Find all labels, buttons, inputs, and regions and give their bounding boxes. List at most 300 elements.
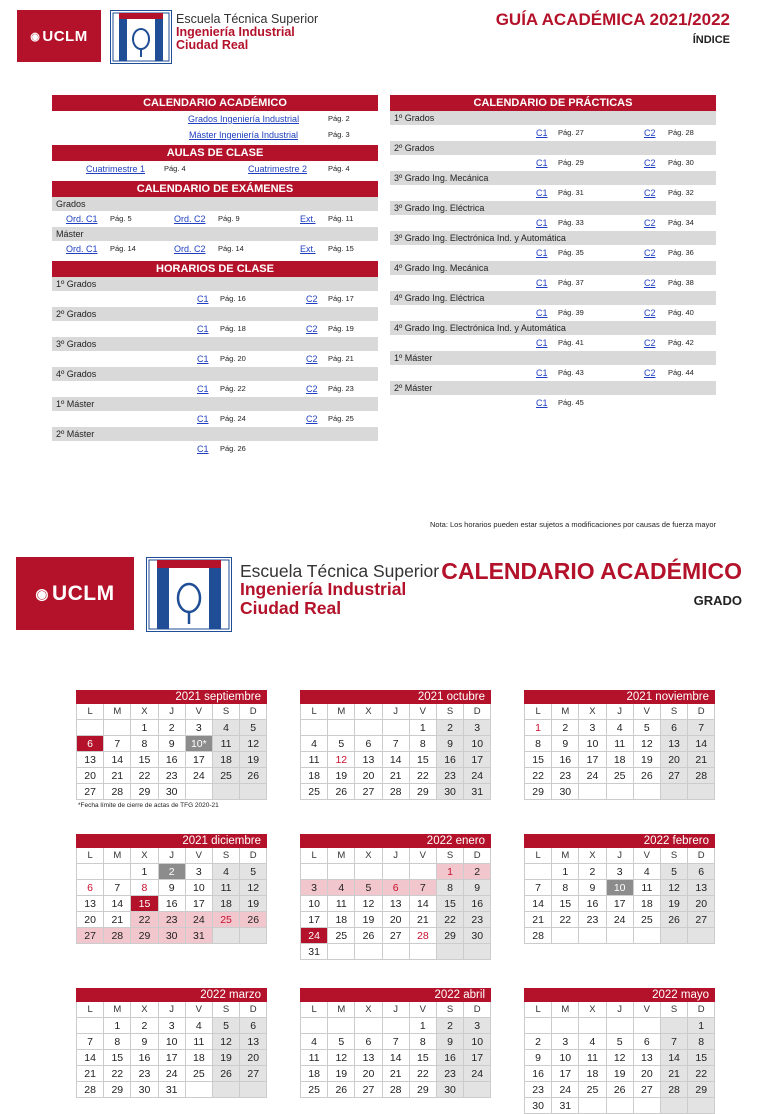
- day-cell: [328, 1018, 355, 1034]
- index-row: [390, 305, 716, 321]
- uclm-logo-icon: ◉: [30, 30, 41, 43]
- day-cell: 4: [301, 736, 328, 752]
- day-cell: 16: [131, 1050, 158, 1066]
- month-days: [300, 704, 550, 800]
- day-cell: 11: [328, 896, 355, 912]
- day-cell: 10: [552, 1050, 579, 1066]
- section-horarios: HORARIOS DE CLASE: [52, 261, 378, 277]
- month-calendar: [300, 690, 550, 800]
- day-cell: 9: [525, 1050, 552, 1066]
- day-cell: 4: [301, 1034, 328, 1050]
- day-cell: 7: [661, 1034, 688, 1050]
- day-cell: 13: [355, 1050, 382, 1066]
- day-cell: 1: [410, 720, 437, 736]
- link-c1[interactable]: C1: [536, 158, 548, 168]
- day-cell: [552, 928, 579, 944]
- day-cell: [213, 784, 240, 800]
- day-cell: 23: [579, 912, 606, 928]
- group-label: 2º Máster: [390, 381, 716, 395]
- day-cell: 8: [131, 736, 158, 752]
- weekday-label: V: [410, 848, 437, 864]
- day-cell: [355, 864, 382, 880]
- footnote: Nota: Los horarios pueden estar sujetos a modificaciones por causas de fuerza mayor: [430, 520, 716, 529]
- day-cell: [240, 784, 267, 800]
- day-cell: 3: [186, 864, 213, 880]
- weekday-label: D: [688, 704, 715, 720]
- day-cell: 13: [634, 1050, 661, 1066]
- day-cell: 5: [355, 880, 382, 896]
- page-number: Pág. 37: [558, 278, 584, 287]
- day-cell: 14: [383, 752, 410, 768]
- day-cell: 26: [328, 1082, 355, 1098]
- link-c1[interactable]: C1: [536, 368, 548, 378]
- month-calendar: [524, 988, 768, 1114]
- etsi-logo-large: [146, 557, 232, 632]
- day-cell: 9: [579, 880, 606, 896]
- day-cell: 19: [607, 1066, 634, 1082]
- page-number: Pág. 16: [220, 294, 246, 303]
- link-c1[interactable]: C1: [197, 324, 209, 334]
- link-c2[interactable]: C2: [644, 218, 656, 228]
- weekday-label: L: [77, 1002, 104, 1018]
- weekday-label: X: [579, 704, 606, 720]
- weekday-label: D: [240, 704, 267, 720]
- link-cuatrimestre-2[interactable]: Cuatrimestre 2: [248, 164, 308, 174]
- link-ord-c1[interactable]: Ord. C1: [66, 214, 98, 224]
- day-cell: 17: [552, 1066, 579, 1082]
- weekday-label: D: [464, 1002, 491, 1018]
- weekday-label: L: [77, 704, 104, 720]
- group-label: 2º Grados: [390, 141, 716, 155]
- link-c2[interactable]: C2: [644, 308, 656, 318]
- day-cell: 19: [328, 1066, 355, 1082]
- calendar-title: CALENDARIO ACADÉMICO: [441, 558, 742, 584]
- day-cell: 18: [301, 1066, 328, 1082]
- day-cell: 23: [159, 768, 186, 784]
- day-cell: 16: [552, 752, 579, 768]
- day-cell: [186, 784, 213, 800]
- day-cell: 27: [634, 1082, 661, 1098]
- day-cell: 28: [77, 1082, 104, 1098]
- day-cell: 19: [240, 752, 267, 768]
- day-cell: [607, 928, 634, 944]
- weekday-label: X: [579, 1002, 606, 1018]
- day-cell: 13: [77, 896, 104, 912]
- day-cell: 14: [525, 896, 552, 912]
- day-cell: 4: [607, 720, 634, 736]
- link-c1[interactable]: C1: [536, 398, 548, 408]
- day-cell: 16: [437, 1050, 464, 1066]
- day-cell: [634, 1098, 661, 1114]
- day-cell: 26: [240, 912, 267, 928]
- day-cell: 22: [552, 912, 579, 928]
- guide-title: GUÍA ACADÉMICA 2021/2022: [495, 10, 730, 29]
- page-number: Pág. 29: [558, 158, 584, 167]
- day-cell: [410, 944, 437, 960]
- day-cell: 26: [634, 768, 661, 784]
- weekday-label: D: [688, 1002, 715, 1018]
- link-ord-c2[interactable]: Ord. C2: [174, 214, 206, 224]
- day-cell: 31: [186, 928, 213, 944]
- day-cell: 22: [525, 768, 552, 784]
- weekday-label: X: [131, 704, 158, 720]
- link-ext[interactable]: Ext.: [300, 244, 316, 254]
- day-cell: 18: [328, 912, 355, 928]
- index-row: [390, 125, 716, 141]
- day-cell: 20: [240, 1050, 267, 1066]
- day-cell: 27: [688, 912, 715, 928]
- weekday-label: J: [607, 1002, 634, 1018]
- day-cell: 9: [552, 736, 579, 752]
- month-days: [76, 1002, 326, 1098]
- index-row: [390, 335, 716, 351]
- day-cell: [301, 720, 328, 736]
- day-cell: 31: [159, 1082, 186, 1098]
- day-cell: 20: [77, 768, 104, 784]
- link-c2[interactable]: C2: [306, 414, 318, 424]
- month-title: 2022 enero: [300, 834, 491, 848]
- day-cell: 2: [579, 864, 606, 880]
- day-cell: 25: [301, 1082, 328, 1098]
- day-cell: [579, 928, 606, 944]
- day-cell: 13: [355, 752, 382, 768]
- weekday-label: M: [104, 1002, 131, 1018]
- page-number: Pág. 21: [328, 354, 354, 363]
- day-cell: 9: [159, 736, 186, 752]
- exam-groups: [52, 197, 378, 257]
- month-days: [76, 704, 326, 800]
- day-cell: 20: [383, 912, 410, 928]
- school-line-2: Ingeniería Industrial: [240, 579, 407, 600]
- day-cell: 24: [552, 1082, 579, 1098]
- weekday-label: L: [301, 848, 328, 864]
- weekday-label: M: [328, 704, 355, 720]
- month-calendar: [76, 988, 326, 1098]
- month-note: *Fecha límite de cierre de actas de TFG 2020-21: [78, 802, 219, 809]
- page-number: Pág. 38: [668, 278, 694, 287]
- page-number: Pág. 2: [328, 114, 350, 123]
- day-cell: 21: [661, 1066, 688, 1082]
- month-calendar: [300, 988, 550, 1098]
- day-cell: [688, 928, 715, 944]
- weekday-label: V: [186, 704, 213, 720]
- link-c1[interactable]: C1: [197, 354, 209, 364]
- day-cell: [525, 1018, 552, 1034]
- link-grados-ingenieria[interactable]: Grados Ingeniería Industrial: [188, 114, 300, 124]
- link-c2[interactable]: C2: [306, 324, 318, 334]
- index-row: [52, 411, 378, 427]
- weekday-label: J: [383, 848, 410, 864]
- page-number: Pág. 32: [668, 188, 694, 197]
- day-cell: 21: [104, 912, 131, 928]
- group-label: Grados: [52, 197, 378, 211]
- day-cell: 9: [464, 880, 491, 896]
- day-cell: 8: [552, 880, 579, 896]
- day-cell: 10: [301, 896, 328, 912]
- month-days: [524, 704, 768, 800]
- day-cell: 23: [159, 912, 186, 928]
- link-cuatrimestre-1[interactable]: Cuatrimestre 1: [86, 164, 146, 174]
- uclm-logo-large-icon: ◉: [35, 585, 49, 603]
- section-examenes: CALENDARIO DE EXÁMENES: [52, 181, 378, 197]
- day-cell: [383, 720, 410, 736]
- weekday-label: D: [464, 848, 491, 864]
- group-label: 3º Grados: [52, 337, 378, 351]
- day-cell: 23: [525, 1082, 552, 1098]
- day-cell: 20: [355, 1066, 382, 1082]
- month-days: [524, 848, 768, 944]
- day-cell: [383, 864, 410, 880]
- page-number: Pág. 11: [328, 214, 354, 223]
- day-cell: 30: [437, 1082, 464, 1098]
- day-cell: 23: [437, 1066, 464, 1082]
- day-cell: 14: [661, 1050, 688, 1066]
- day-cell: 17: [607, 896, 634, 912]
- weekday-label: M: [552, 848, 579, 864]
- month-calendar: [76, 690, 326, 809]
- weekday-label: L: [77, 848, 104, 864]
- link-c2[interactable]: C2: [644, 248, 656, 258]
- index-row: [52, 111, 378, 127]
- weekday-label: S: [213, 704, 240, 720]
- day-cell: 6: [688, 864, 715, 880]
- weekday-label: S: [661, 704, 688, 720]
- weekday-label: X: [579, 848, 606, 864]
- day-cell: 11: [213, 736, 240, 752]
- link-c1[interactable]: C1: [536, 278, 548, 288]
- day-cell: 19: [240, 896, 267, 912]
- day-cell: 25: [579, 1082, 606, 1098]
- link-c1[interactable]: C1: [536, 308, 548, 318]
- index-row: [390, 395, 716, 411]
- day-cell: 3: [159, 1018, 186, 1034]
- link-c1[interactable]: C1: [536, 248, 548, 258]
- link-c1[interactable]: C1: [197, 384, 209, 394]
- link-c2[interactable]: C2: [644, 368, 656, 378]
- day-cell: 22: [131, 768, 158, 784]
- day-cell: 27: [661, 768, 688, 784]
- link-c2[interactable]: C2: [644, 338, 656, 348]
- weekday-label: M: [552, 704, 579, 720]
- index-row: [52, 241, 378, 257]
- day-cell: [464, 944, 491, 960]
- group-label: 2º Máster: [52, 427, 378, 441]
- calendar-subtitle: GRADO: [693, 593, 742, 608]
- link-c1[interactable]: C1: [536, 128, 548, 138]
- day-cell: [634, 1018, 661, 1034]
- link-c1[interactable]: C1: [536, 188, 548, 198]
- day-cell: 4: [328, 880, 355, 896]
- day-cell: 14: [688, 736, 715, 752]
- section-calendario-academico: CALENDARIO ACADÉMICO: [52, 95, 378, 111]
- day-cell: 14: [383, 1050, 410, 1066]
- weekday-label: M: [104, 848, 131, 864]
- weekday-label: M: [328, 1002, 355, 1018]
- weekday-label: S: [437, 848, 464, 864]
- weekday-label: S: [661, 848, 688, 864]
- weekday-label: J: [383, 704, 410, 720]
- day-cell: 16: [579, 896, 606, 912]
- day-cell: 12: [634, 736, 661, 752]
- link-c2[interactable]: C2: [644, 188, 656, 198]
- index-left-column: [52, 95, 378, 457]
- day-cell: [77, 720, 104, 736]
- index-row: [390, 185, 716, 201]
- school-emblem-large-icon: [147, 558, 231, 631]
- day-cell: 11: [579, 1050, 606, 1066]
- day-cell: 9: [159, 880, 186, 896]
- day-cell: 27: [383, 928, 410, 944]
- day-cell: 20: [355, 768, 382, 784]
- weekday-label: S: [661, 1002, 688, 1018]
- weekday-label: V: [186, 848, 213, 864]
- day-cell: 17: [579, 752, 606, 768]
- day-cell: 15: [437, 896, 464, 912]
- weekday-label: V: [634, 848, 661, 864]
- weekday-label: J: [607, 704, 634, 720]
- day-cell: [579, 784, 606, 800]
- page-number: Pág. 44: [668, 368, 694, 377]
- page-number: Pág. 25: [328, 414, 354, 423]
- day-cell: 26: [355, 928, 382, 944]
- day-cell: 14: [104, 752, 131, 768]
- weekday-label: J: [159, 848, 186, 864]
- link-c2[interactable]: C2: [644, 158, 656, 168]
- day-cell: 20: [634, 1066, 661, 1082]
- page-number: Pág. 33: [558, 218, 584, 227]
- page-number: Pág. 41: [558, 338, 584, 347]
- page-number: Pág. 5: [110, 214, 132, 223]
- day-cell: 2: [159, 720, 186, 736]
- day-cell: 24: [186, 912, 213, 928]
- day-cell: 5: [213, 1018, 240, 1034]
- day-cell: 21: [383, 768, 410, 784]
- weekday-label: X: [355, 848, 382, 864]
- day-cell: 2: [525, 1034, 552, 1050]
- day-cell: 25: [328, 928, 355, 944]
- day-cell: 15: [131, 752, 158, 768]
- school-line-2: Ingeniería Industrial: [176, 25, 295, 40]
- day-cell: 6: [355, 736, 382, 752]
- link-c2[interactable]: C2: [306, 294, 318, 304]
- day-cell: [77, 864, 104, 880]
- day-cell: 9: [437, 1034, 464, 1050]
- school-line-1: Escuela Técnica Superior: [176, 12, 319, 26]
- day-cell: 4: [186, 1018, 213, 1034]
- day-cell: 12: [213, 1034, 240, 1050]
- section-aulas: AULAS DE CLASE: [52, 145, 378, 161]
- weekday-label: D: [464, 704, 491, 720]
- guide-subtitle: ÍNDICE: [692, 34, 730, 46]
- day-cell: 27: [77, 784, 104, 800]
- month-calendar: [524, 690, 768, 800]
- month-title: 2021 diciembre: [76, 834, 267, 848]
- etsi-logo: [110, 10, 172, 64]
- day-cell: 23: [131, 1066, 158, 1082]
- day-cell: 11: [213, 880, 240, 896]
- weekday-label: L: [525, 704, 552, 720]
- weekday-label: S: [213, 1002, 240, 1018]
- day-cell: 8: [410, 736, 437, 752]
- day-cell: [464, 1082, 491, 1098]
- day-cell: 2: [159, 864, 186, 880]
- weekday-label: L: [301, 1002, 328, 1018]
- day-cell: 10: [186, 880, 213, 896]
- day-cell: 8: [104, 1034, 131, 1050]
- weekday-label: X: [355, 704, 382, 720]
- day-cell: 19: [661, 896, 688, 912]
- month-title: 2022 mayo: [524, 988, 715, 1002]
- page-number: Pág. 4: [328, 164, 350, 173]
- page-number: Pág. 27: [558, 128, 584, 137]
- day-cell: 3: [579, 720, 606, 736]
- link-c1[interactable]: C1: [197, 444, 209, 454]
- link-c1[interactable]: C1: [197, 414, 209, 424]
- day-cell: 18: [301, 768, 328, 784]
- day-cell: 28: [383, 784, 410, 800]
- weekday-label: V: [410, 1002, 437, 1018]
- day-cell: 10: [579, 736, 606, 752]
- link-ord-c2[interactable]: Ord. C2: [174, 244, 206, 254]
- day-cell: 14: [77, 1050, 104, 1066]
- day-cell: 10: [607, 880, 634, 896]
- day-cell: 5: [240, 720, 267, 736]
- day-cell: 3: [186, 720, 213, 736]
- month-days: [76, 848, 326, 944]
- school-emblem-icon: [111, 11, 171, 63]
- page-number: Pág. 28: [668, 128, 694, 137]
- link-c1[interactable]: C1: [197, 294, 209, 304]
- link-c1[interactable]: C1: [536, 218, 548, 228]
- day-cell: [355, 944, 382, 960]
- link-ord-c1[interactable]: Ord. C1: [66, 244, 98, 254]
- day-cell: 27: [240, 1066, 267, 1082]
- link-master-ingenieria[interactable]: Máster Ingeniería Industrial: [189, 130, 299, 140]
- day-cell: 22: [410, 1066, 437, 1082]
- group-label: 1º Grados: [52, 277, 378, 291]
- day-cell: 26: [661, 912, 688, 928]
- link-c2[interactable]: C2: [306, 354, 318, 364]
- index-row: [52, 381, 378, 397]
- day-cell: 15: [552, 896, 579, 912]
- link-c1[interactable]: C1: [536, 338, 548, 348]
- day-cell: 11: [634, 880, 661, 896]
- day-cell: 1: [437, 864, 464, 880]
- index-row: [390, 245, 716, 261]
- page-number: Pág. 30: [668, 158, 694, 167]
- day-cell: 2: [437, 720, 464, 736]
- weekday-label: D: [688, 848, 715, 864]
- day-cell: 6: [77, 736, 104, 752]
- day-cell: 26: [213, 1066, 240, 1082]
- link-c2[interactable]: C2: [644, 128, 656, 138]
- day-cell: 3: [552, 1034, 579, 1050]
- group-label: 4º Grados: [52, 367, 378, 381]
- day-cell: 10*: [186, 736, 213, 752]
- link-ext[interactable]: Ext.: [300, 214, 316, 224]
- month-days: [300, 848, 550, 960]
- day-cell: 30: [525, 1098, 552, 1114]
- index-row: [52, 161, 378, 177]
- page-number: Pág. 36: [668, 248, 694, 257]
- day-cell: 30: [159, 784, 186, 800]
- day-cell: 24: [464, 1066, 491, 1082]
- day-cell: 4: [213, 720, 240, 736]
- day-cell: 4: [213, 864, 240, 880]
- link-c2[interactable]: C2: [644, 278, 656, 288]
- link-c2[interactable]: C2: [306, 384, 318, 394]
- weekday-label: M: [552, 1002, 579, 1018]
